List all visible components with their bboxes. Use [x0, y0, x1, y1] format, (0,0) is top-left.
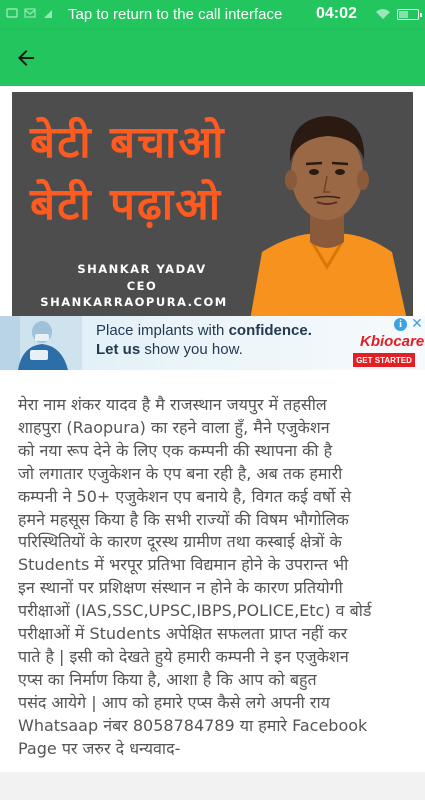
close-icon[interactable]: ✕ — [411, 316, 423, 331]
ad-get-started-button[interactable]: GET STARTED — [353, 353, 415, 367]
ad-subline-text: show you how. — [140, 341, 243, 358]
battery-level — [399, 11, 408, 18]
banner-person-name: SHANKAR YADAV — [77, 262, 207, 276]
call-return-message[interactable]: Tap to return to the call interface — [68, 6, 283, 23]
status-bar[interactable] — [0, 0, 425, 30]
notification-icons — [6, 7, 54, 22]
description-line: पसंद आयेगे | आप को हमारे एप्स कैसे लगे अपनी राय — [18, 692, 330, 712]
ceo-portrait — [242, 92, 413, 320]
description-line: एप्स का निर्माण किया है, आशा है कि आप को बहुत — [18, 669, 317, 689]
description-line: मेरा नाम शंकर यादव है मै राजस्थान जयपुर में तहसील — [18, 395, 327, 414]
description-line: Whatsaap नंबर 8058784789 या हमारे Facebook — [18, 715, 368, 735]
banner-slogan-line2: बेटी पढ़ाओ — [30, 179, 223, 230]
description-line: शाहपुरा (Raopura) का रहने वाला हुँ, मैने एजुकेशन — [18, 417, 330, 437]
banner-website: SHANKARRAOPURA.COM — [40, 295, 228, 309]
battery-icon — [397, 9, 419, 20]
description-line: परीक्षाओं में Students अपेक्षित सफलता प्राप्त नहीं कर — [18, 624, 348, 644]
header-banner — [12, 92, 413, 320]
ad-subline — [96, 341, 243, 358]
about-description — [18, 394, 418, 761]
ad-headline-text: Place implants with — [96, 322, 229, 339]
description-line: परीक्षाओं (IAS,SSC,UPSC,IBPS,POLICE,Etc) व बोर्ड — [18, 601, 372, 621]
description-line: Students में भरपूर प्रतिभा विद्यमान होने के उपरान्त भी — [18, 555, 349, 575]
banner-person-role: CEO — [126, 279, 158, 293]
ad-brand-logo: Kbiocare — [360, 333, 425, 350]
signal-icon — [42, 7, 54, 22]
arrow-left-icon — [14, 46, 38, 70]
description-line: कम्पनी ने 50+ एजुकेशन एप बनाये है, विगत कई वर्षो से — [18, 486, 352, 506]
ad-headline-bold: confidence. — [228, 322, 312, 339]
description-line: Page पर जरुर दे धन्यवाद- — [18, 738, 181, 758]
message-icon — [6, 7, 18, 22]
description-line: को नया रूप देने के लिए एक कम्पनी की स्थापना की है — [18, 440, 333, 460]
gmail-icon — [24, 7, 36, 22]
system-icons — [375, 8, 419, 20]
description-line: इन स्थानों पर प्रशिक्षण संस्थान न होने के कारण प्रतियोगी — [18, 578, 343, 598]
status-time: 04:02 — [316, 5, 357, 22]
description-line: पाते है | इसी को देखते हुये हमारी कम्पनी ने इन एजुकेशन — [18, 646, 349, 666]
app-toolbar — [0, 30, 425, 86]
description-line: हमने महसूस किया है कि सभी राज्यों की विषम भौगोलिक — [18, 509, 349, 529]
info-icon[interactable]: i — [394, 318, 407, 331]
description-line: परिस्थितियों के कारण दूरस्थ ग्रामीण तथा कस्बाई क्षेत्रों के — [18, 532, 342, 552]
ad-banner[interactable] — [0, 316, 425, 370]
ad-photo — [0, 316, 82, 370]
ad-subline-bold: Let us — [96, 341, 141, 358]
banner-slogan-line1: बेटी बचाओ — [30, 117, 226, 168]
wifi-icon — [375, 8, 391, 20]
description-line: जो लगातार एजुकेशन के एप बना रही है, अब तक हमारी — [18, 463, 343, 483]
back-button[interactable] — [2, 34, 50, 82]
ad-headline — [96, 322, 312, 339]
